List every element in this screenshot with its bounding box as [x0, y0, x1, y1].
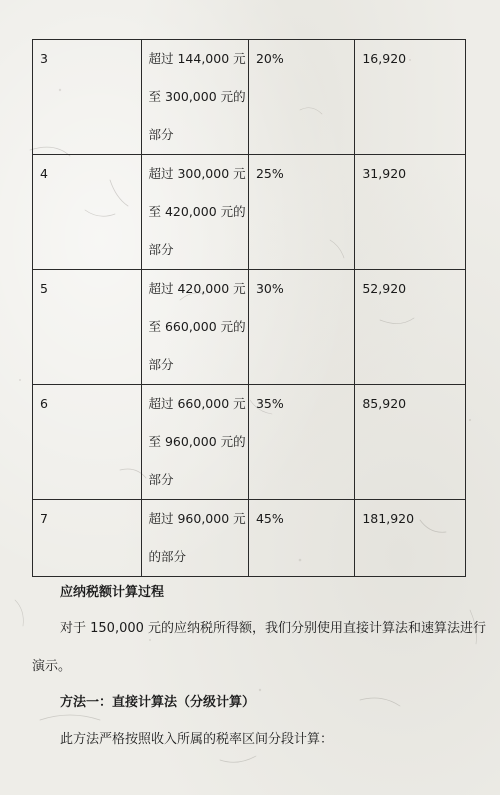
quick-deduction-cell: 181,920	[355, 500, 466, 577]
quick-deduction-cell: 85,920	[355, 385, 466, 500]
range-line: 超过 300,000 元	[148, 166, 246, 181]
rate-cell: 20%	[248, 40, 354, 155]
level-cell: 6	[33, 385, 142, 500]
table-row	[33, 40, 466, 155]
quick-deduction-cell: 52,920	[355, 270, 466, 385]
level-cell: 4	[33, 155, 142, 270]
range-line: 至 660,000 元的	[148, 319, 246, 334]
table-row	[33, 385, 466, 500]
intro-paragraph-line1: 对于 150,000 元的应纳税所得额，我们分别使用直接计算法和速算法进行	[60, 621, 487, 636]
rate-cell: 30%	[248, 270, 354, 385]
range-line: 的部分	[148, 549, 187, 564]
method1-heading: 方法一：直接计算法（分级计算）	[60, 695, 256, 710]
range-cell	[141, 500, 248, 577]
range-line: 超过 420,000 元	[148, 281, 246, 296]
table-row	[33, 155, 466, 270]
range-line: 部分	[148, 127, 174, 142]
range-cell	[141, 385, 248, 500]
range-line: 部分	[148, 242, 174, 257]
rate-cell: 45%	[248, 500, 354, 577]
range-line: 至 960,000 元的	[148, 434, 246, 449]
rate-cell: 35%	[248, 385, 354, 500]
intro-paragraph-line2: 演示。	[32, 659, 72, 674]
range-cell	[141, 40, 248, 155]
range-line: 超过 144,000 元	[148, 51, 246, 66]
level-cell: 7	[33, 500, 142, 577]
range-cell	[141, 155, 248, 270]
range-line: 部分	[148, 472, 174, 487]
range-line: 至 300,000 元的	[148, 89, 246, 104]
table-row	[33, 270, 466, 385]
table-row	[33, 500, 466, 577]
range-line: 超过 960,000 元	[148, 511, 246, 526]
quick-deduction-cell: 31,920	[355, 155, 466, 270]
range-line: 至 420,000 元的	[148, 204, 246, 219]
range-line: 部分	[148, 357, 174, 372]
rate-cell: 25%	[248, 155, 354, 270]
range-line: 超过 660,000 元	[148, 396, 246, 411]
section-heading: 应纳税额计算过程	[60, 585, 165, 600]
level-cell: 3	[33, 40, 142, 155]
method1-description: 此方法严格按照收入所属的税率区间分段计算：	[60, 732, 334, 747]
tax-rate-table	[32, 39, 466, 577]
quick-deduction-cell: 16,920	[355, 40, 466, 155]
range-cell	[141, 270, 248, 385]
level-cell: 5	[33, 270, 142, 385]
